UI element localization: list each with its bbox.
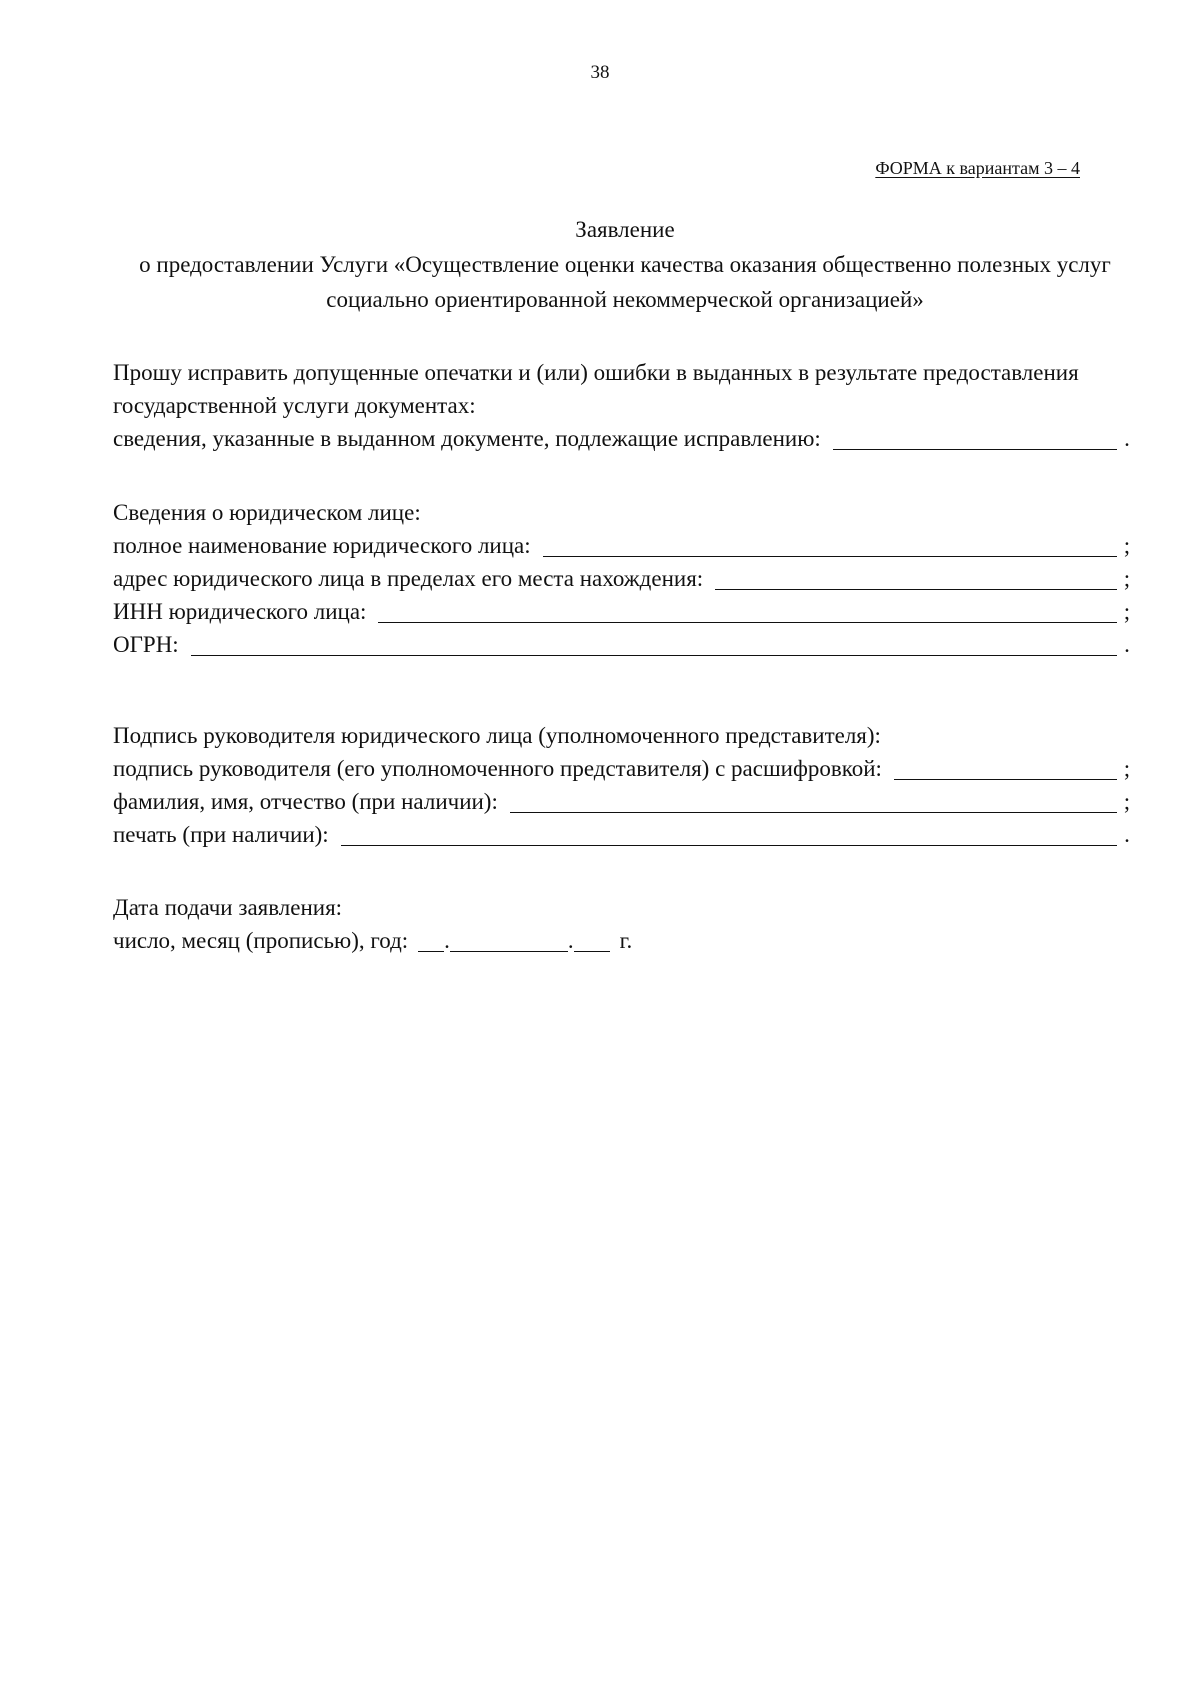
legal-entity-heading: Сведения о юридическом лице: [113, 500, 421, 525]
head-signature-label: подпись руководителя (его уполномоченного представителя) с расшифровкой: [113, 756, 882, 781]
year-input-line[interactable] [574, 933, 610, 952]
request-line-1: Прошу исправить допущенные опечатки и (или) ошибки в выданных в результате предоставления [113, 360, 1079, 385]
document-title [100, 212, 1150, 317]
signature-heading: Подпись руководителя юридического лица (уполномоченного представителя): [113, 723, 881, 748]
ogrn-field[interactable]: ОГРН: . [113, 632, 1130, 657]
corrections-end-punct: . [1124, 426, 1130, 451]
corrections-field[interactable] [113, 426, 1133, 459]
inn-input-line[interactable] [378, 604, 1117, 623]
corrections-field-label: сведения, указанные в выданном документе, подлежащие исправлению: [113, 426, 821, 451]
request-line-2: государственной услуги документах: [113, 393, 476, 418]
ogrn-label: ОГРН: [113, 632, 179, 657]
seal-field[interactable]: печать (при наличии): . [113, 822, 1130, 847]
legal-entity-section [113, 500, 1133, 665]
full-name-input-line[interactable] [510, 794, 1117, 813]
year-suffix: г. [619, 928, 633, 953]
page-number: 38 [590, 62, 610, 83]
full-name-label: фамилия, имя, отчество (при наличии): [113, 789, 498, 814]
full-name-field[interactable]: фамилия, имя, отчество (при наличии): ; [113, 789, 1131, 814]
month-input-line[interactable] [450, 933, 568, 952]
title-line-3: социально ориентированной некоммерческой организацией» [326, 287, 924, 312]
ogrn-input-line[interactable] [191, 637, 1117, 656]
legal-name-input-line[interactable] [543, 538, 1117, 557]
signature-section [113, 723, 1133, 855]
legal-address-input-line[interactable] [715, 571, 1117, 590]
date-heading: Дата подачи заявления: [113, 895, 343, 920]
seal-label: печать (при наличии): [113, 822, 329, 847]
request-section [113, 360, 1133, 459]
head-signature-field[interactable]: подпись руководителя (его уполномоченного представителя) с расшифровкой: ; [113, 756, 1131, 781]
seal-input-line[interactable] [341, 827, 1117, 846]
head-signature-input-line[interactable] [894, 761, 1117, 780]
legal-name-field[interactable]: полное наименование юридического лица: ; [113, 533, 1131, 558]
date-label: число, месяц (прописью), год: [113, 928, 409, 953]
corrections-input-line[interactable] [833, 431, 1117, 450]
day-input-line[interactable] [418, 933, 444, 952]
inn-field[interactable]: ИНН юридического лица: ; [113, 599, 1131, 624]
inn-label: ИНН юридического лица: [113, 599, 367, 624]
title-line-1: Заявление [575, 217, 675, 242]
legal-address-field[interactable]: адрес юридического лица в пределах его места нахождения: ; [113, 566, 1131, 591]
form-label: ФОРМА к вариантам 3 – 4 [875, 158, 1080, 178]
legal-name-label: полное наименование юридического лица: [113, 533, 531, 558]
date-section [113, 895, 1133, 961]
legal-address-label: адрес юридического лица в пределах его места нахождения: [113, 566, 704, 591]
date-field[interactable]: число, месяц (прописью), год: . . г. [113, 928, 633, 953]
title-line-2: о предоставлении Услуги «Осуществление оценки качества оказания общественно полезных услуг [139, 252, 1111, 277]
